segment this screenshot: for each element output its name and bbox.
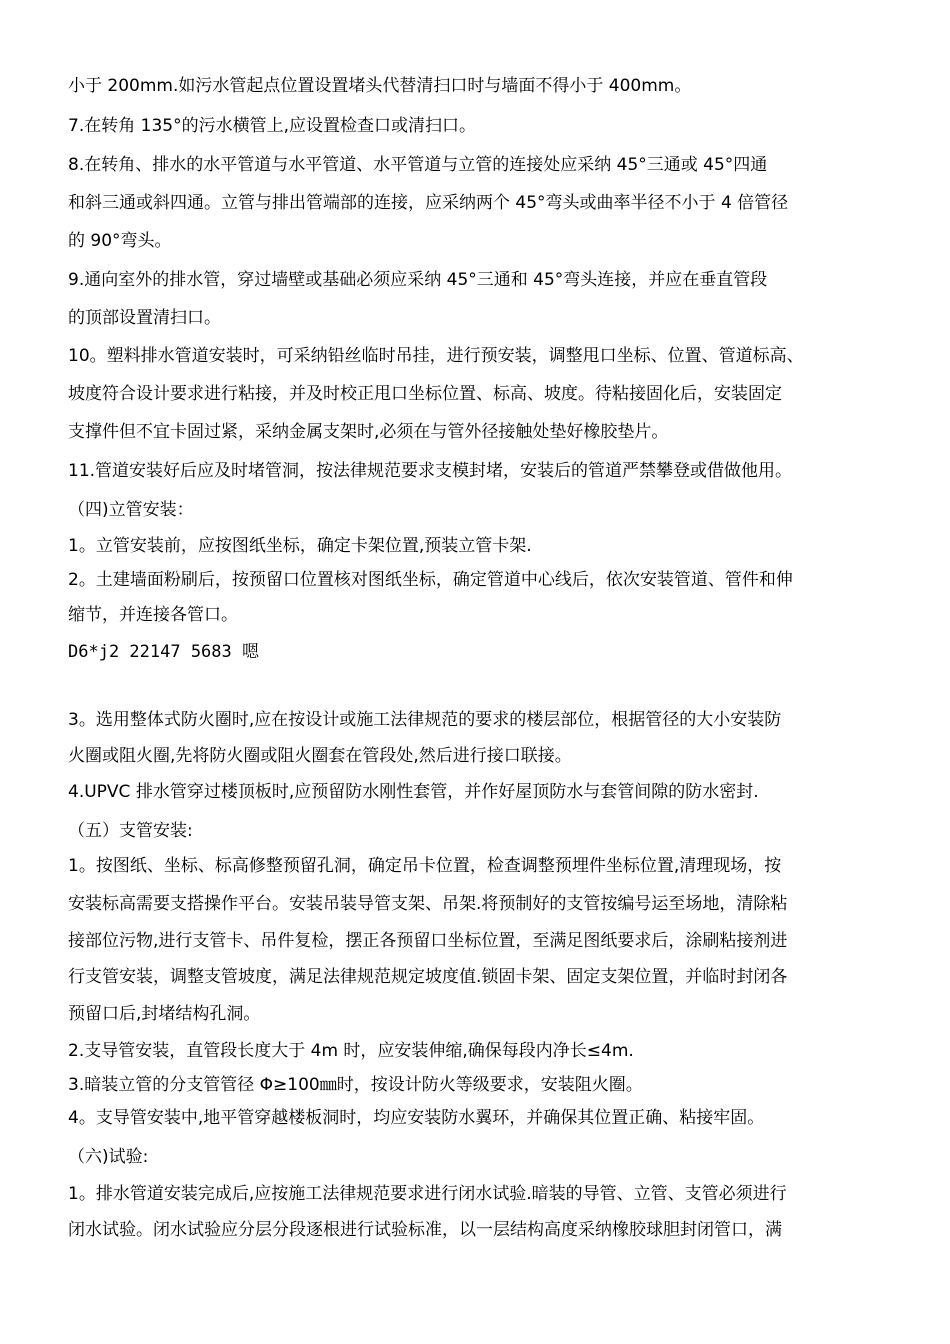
text-line: 11.管道安装好后应及时堵管洞，按法律规范要求支模封堵，安装后的管道严禁攀登或借做他用。 (68, 461, 793, 481)
text-line: 3。选用整体式防火圈时,应在按设计或施工法律规范的要求的楼层部位，根据管径的大小安装防 (68, 710, 782, 730)
section-heading: （四)立管安装： (68, 500, 194, 520)
text-line: 1。排水管道安装完成后,应按施工法律规范要求进行闭水试验.暗装的导管、立管、支管必须进行 (68, 1184, 787, 1204)
text-line: 1。立管安装前，应按图纸坐标，确定卡架位置,预装立管卡架. (68, 536, 532, 556)
text-line: 闭水试验。闭水试验应分层分段逐根进行试验标准，以一层结构高度采纳橡胶球胆封闭管口，满 (68, 1220, 782, 1240)
text-line: 8.在转角、排水的水平管道与水平管道、水平管道与立管的连接处应采纳 45°三通或 45°四通 (68, 155, 768, 175)
text-line: 10。塑料排水管道安装时，可采纳铅丝临时吊挂，进行预安装，调整甩口坐标、位置、管道标高、 (68, 346, 804, 366)
text-line: 预留口后,封堵结构孔洞。 (68, 1004, 261, 1024)
text-line: 7.在转角 135°的污水横管上,应设置检查口或清扫口。 (68, 116, 476, 136)
text-line: D6*j2 22147 5683 嗯 (68, 642, 259, 662)
text-line: 行支管安装，调整支管坡度，满足法律规范规定坡度值.锁固卡架、固定支架位置，并临时封闭各 (68, 967, 788, 987)
section-heading: （五）支管安装: (68, 821, 193, 841)
text-line: 2。土建墙面粉刷后，按预留口位置核对图纸坐标，确定管道中心线后，依次安装管道、管件和伸 (68, 570, 793, 590)
text-line: 4。支导管安装中,地平管穿越楼板洞时，均应安装防水翼环，并确保其位置正确、粘接牢固。 (68, 1108, 765, 1128)
text-line: 4.UPVC 排水管穿过楼顶板时,应预留防水刚性套管，并作好屋顶防水与套管间隙的防水密封. (68, 782, 759, 802)
text-line: 小于 200mm.如污水管起点位置设置堵头代替清扫口时与墙面不得小于 400mm。 (68, 76, 692, 96)
text-line: 安装标高需要支搭操作平台。安装吊装导管支架、吊架.将预制好的支管按编号运至场地，清除粘 (68, 894, 788, 914)
text-line: 9.通向室外的排水管，穿过墙壁或基础必须应采纳 45°三通和 45°弯头连接，并应在垂直管段 (68, 270, 768, 290)
section-heading: （六)试验: (68, 1147, 149, 1167)
text-line: 支撑件但不宜卡固过紧，采纳金属支架时,必须在与管外径接触处垫好橡胶垫片。 (68, 422, 669, 442)
text-line: 接部位污物,进行支管卡、吊件复检，摆正各预留口坐标位置，至满足图纸要求后，涂刷粘接剂进 (68, 931, 788, 951)
text-line: 缩节，并连接各管口。 (68, 605, 238, 625)
text-line: 的顶部设置清扫口。 (68, 308, 221, 328)
text-line: 和斜三通或斜四通。立管与排出管端部的连接，应采纳两个 45°弯头或曲率半径不小于 4 倍管径 (68, 193, 789, 213)
text-line: 火圈或阻火圈,先将防火圈或阻火圈套在管段处,然后进行接口联接。 (68, 746, 572, 766)
text-line: 2.支导管安装，直管段长度大于 4m 时，应安装伸缩,确保每段内净长≤4m. (68, 1041, 634, 1061)
text-line: 的 90°弯头。 (68, 231, 172, 251)
text-line: 坡度符合设计要求进行粘接，并及时校正甩口坐标位置、标高、坡度。待粘接固化后，安装固定 (68, 384, 782, 404)
text-line: 1。按图纸、坐标、标高修整预留孔洞，确定吊卡位置，检查调整预埋件坐标位置,清理现场，按 (68, 856, 782, 876)
text-line: 3.暗装立管的分支管管径 Φ≥100㎜时，按设计防火等级要求，安装阻火圈。 (68, 1075, 643, 1095)
